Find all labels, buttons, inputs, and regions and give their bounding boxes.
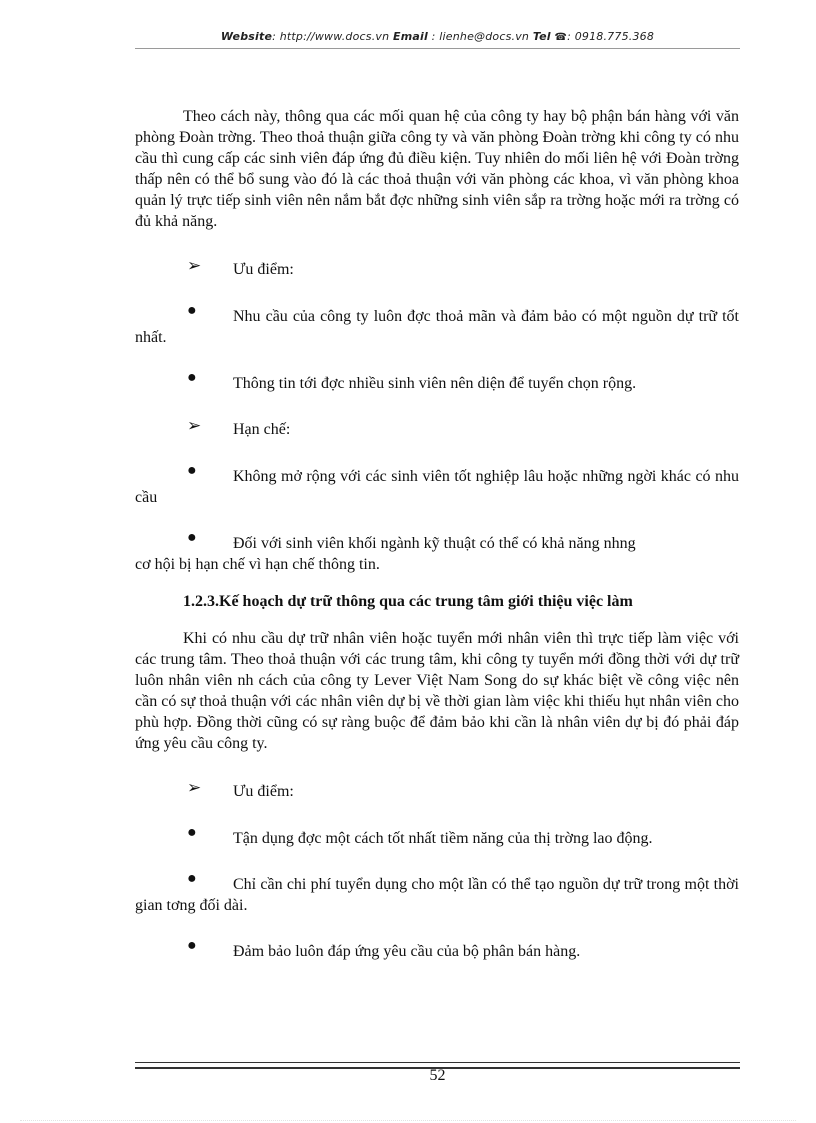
list-item	[135, 870, 739, 916]
bullet-icon: ●	[187, 870, 197, 887]
tel-label: Tel	[532, 30, 551, 43]
arrow-icon: ➢	[187, 778, 202, 797]
list-item	[135, 369, 739, 394]
advantages-label: Ưu điểm:	[233, 261, 294, 278]
paragraph-2: Khi có nhu cầu dự trữ nhân viên hoặc tuyển mới nhân viên thì trực tiếp làm việc với các trung tâm. Theo thoả thuận với các trung tâm, khi công ty tuyển mới đồng thời với dự trữ luôn nhân viên nh cách của công ty Lever Việt Nam Song do sự khác biệt về công việc nên cần có sự thoả thuận với các nhân viên dự bị về thời gian làm việc khi thiếu hụt nhân viên cho phù hợp. Đồng thời cũng có sự ràng buộc để đảm bảo khi cần là nhân viên dự bị đó phải đáp ứng yêu cầu công ty.	[135, 630, 739, 752]
page-content	[135, 100, 739, 962]
list-item-text: Đảm bảo luôn đáp ứng yêu cầu của bộ phân bán hàng.	[233, 943, 581, 960]
website-url: : http://www.docs.vn	[272, 30, 390, 43]
page-header	[135, 30, 740, 49]
email-label: Email	[392, 30, 428, 43]
advantages-heading-2	[135, 778, 739, 802]
email-address: : lienhe@docs.vn	[431, 30, 530, 43]
list-item	[135, 529, 739, 554]
bullet-icon: ●	[187, 369, 197, 386]
advantages-label: Ưu điểm:	[233, 783, 294, 800]
arrow-icon: ➢	[187, 416, 202, 435]
paragraph-1: Theo cách này, thông qua các mối quan hệ của công ty hay bộ phận bán hàng với văn phòng Đoàn trờng. Theo thoả thuận giữa công ty và văn phòng Đoàn trờng khi công ty có nhu cầu thì cung cấp các sinh viên đáp ứng đủ điều kiện. Tuy nhiên do mối liên hệ với Đoàn trờng thấp nên có thể bổ sung vào đó là các thoả thuận với văn phòng các khoa, vì văn phòng khoa quản lý trực tiếp sinh viên nên nắm bắt đợc những sinh viên sắp ra trờng hoặc mới ra trờng có đủ khả năng.	[135, 108, 739, 230]
limits-heading-1	[135, 416, 739, 440]
list-item-continuation: cơ hội bị hạn chế vì hạn chế thông tin.	[135, 556, 380, 573]
website-label: Website	[220, 30, 273, 43]
arrow-icon: ➢	[187, 256, 202, 275]
bullet-icon: ●	[187, 529, 197, 546]
bullet-icon: ●	[187, 462, 197, 479]
list-item-text: Nhu cầu của công ty luôn đợc thoả mãn và đảm bảo có một nguồn dự trữ tốt nhất.	[135, 308, 739, 346]
advantages-heading-1	[135, 256, 739, 280]
list-item-text: Không mở rộng với các sinh viên tốt nghiệp lâu hoặc những ngời khác có nhu cầu	[135, 468, 739, 506]
bullet-icon: ●	[187, 302, 197, 319]
list-item-text: Tận dụng đợc một cách tốt nhất tiềm năng của thị trờng lao động.	[233, 830, 653, 847]
bullet-icon: ●	[187, 824, 197, 841]
list-item-text: Đối với sinh viên khối ngành kỹ thuật có thể có khả năng nhng	[233, 535, 636, 552]
page-number: 52	[429, 1067, 446, 1084]
list-item	[135, 824, 739, 849]
list-item	[135, 937, 739, 962]
list-item-text: Thông tin tới đợc nhiều sinh viên nên diện để tuyển chọn rộng.	[233, 375, 637, 392]
limits-label: Hạn chế:	[233, 421, 291, 438]
list-item	[135, 462, 739, 508]
list-item	[135, 302, 739, 348]
list-item-text: Chỉ cần chi phí tuyển dụng cho một lần có thể tạo nguồn dự trữ trong một thời gian tơng đối dài.	[135, 876, 739, 914]
section-heading: 1.2.3.Kế hoạch dự trữ thông qua các trung tâm giới thiệu việc làm	[183, 593, 633, 610]
phone-icon: ☎	[554, 32, 568, 43]
bullet-icon: ●	[187, 937, 197, 954]
page-edge-divider	[20, 1120, 796, 1121]
tel-number: : 0918.775.368	[567, 30, 655, 43]
